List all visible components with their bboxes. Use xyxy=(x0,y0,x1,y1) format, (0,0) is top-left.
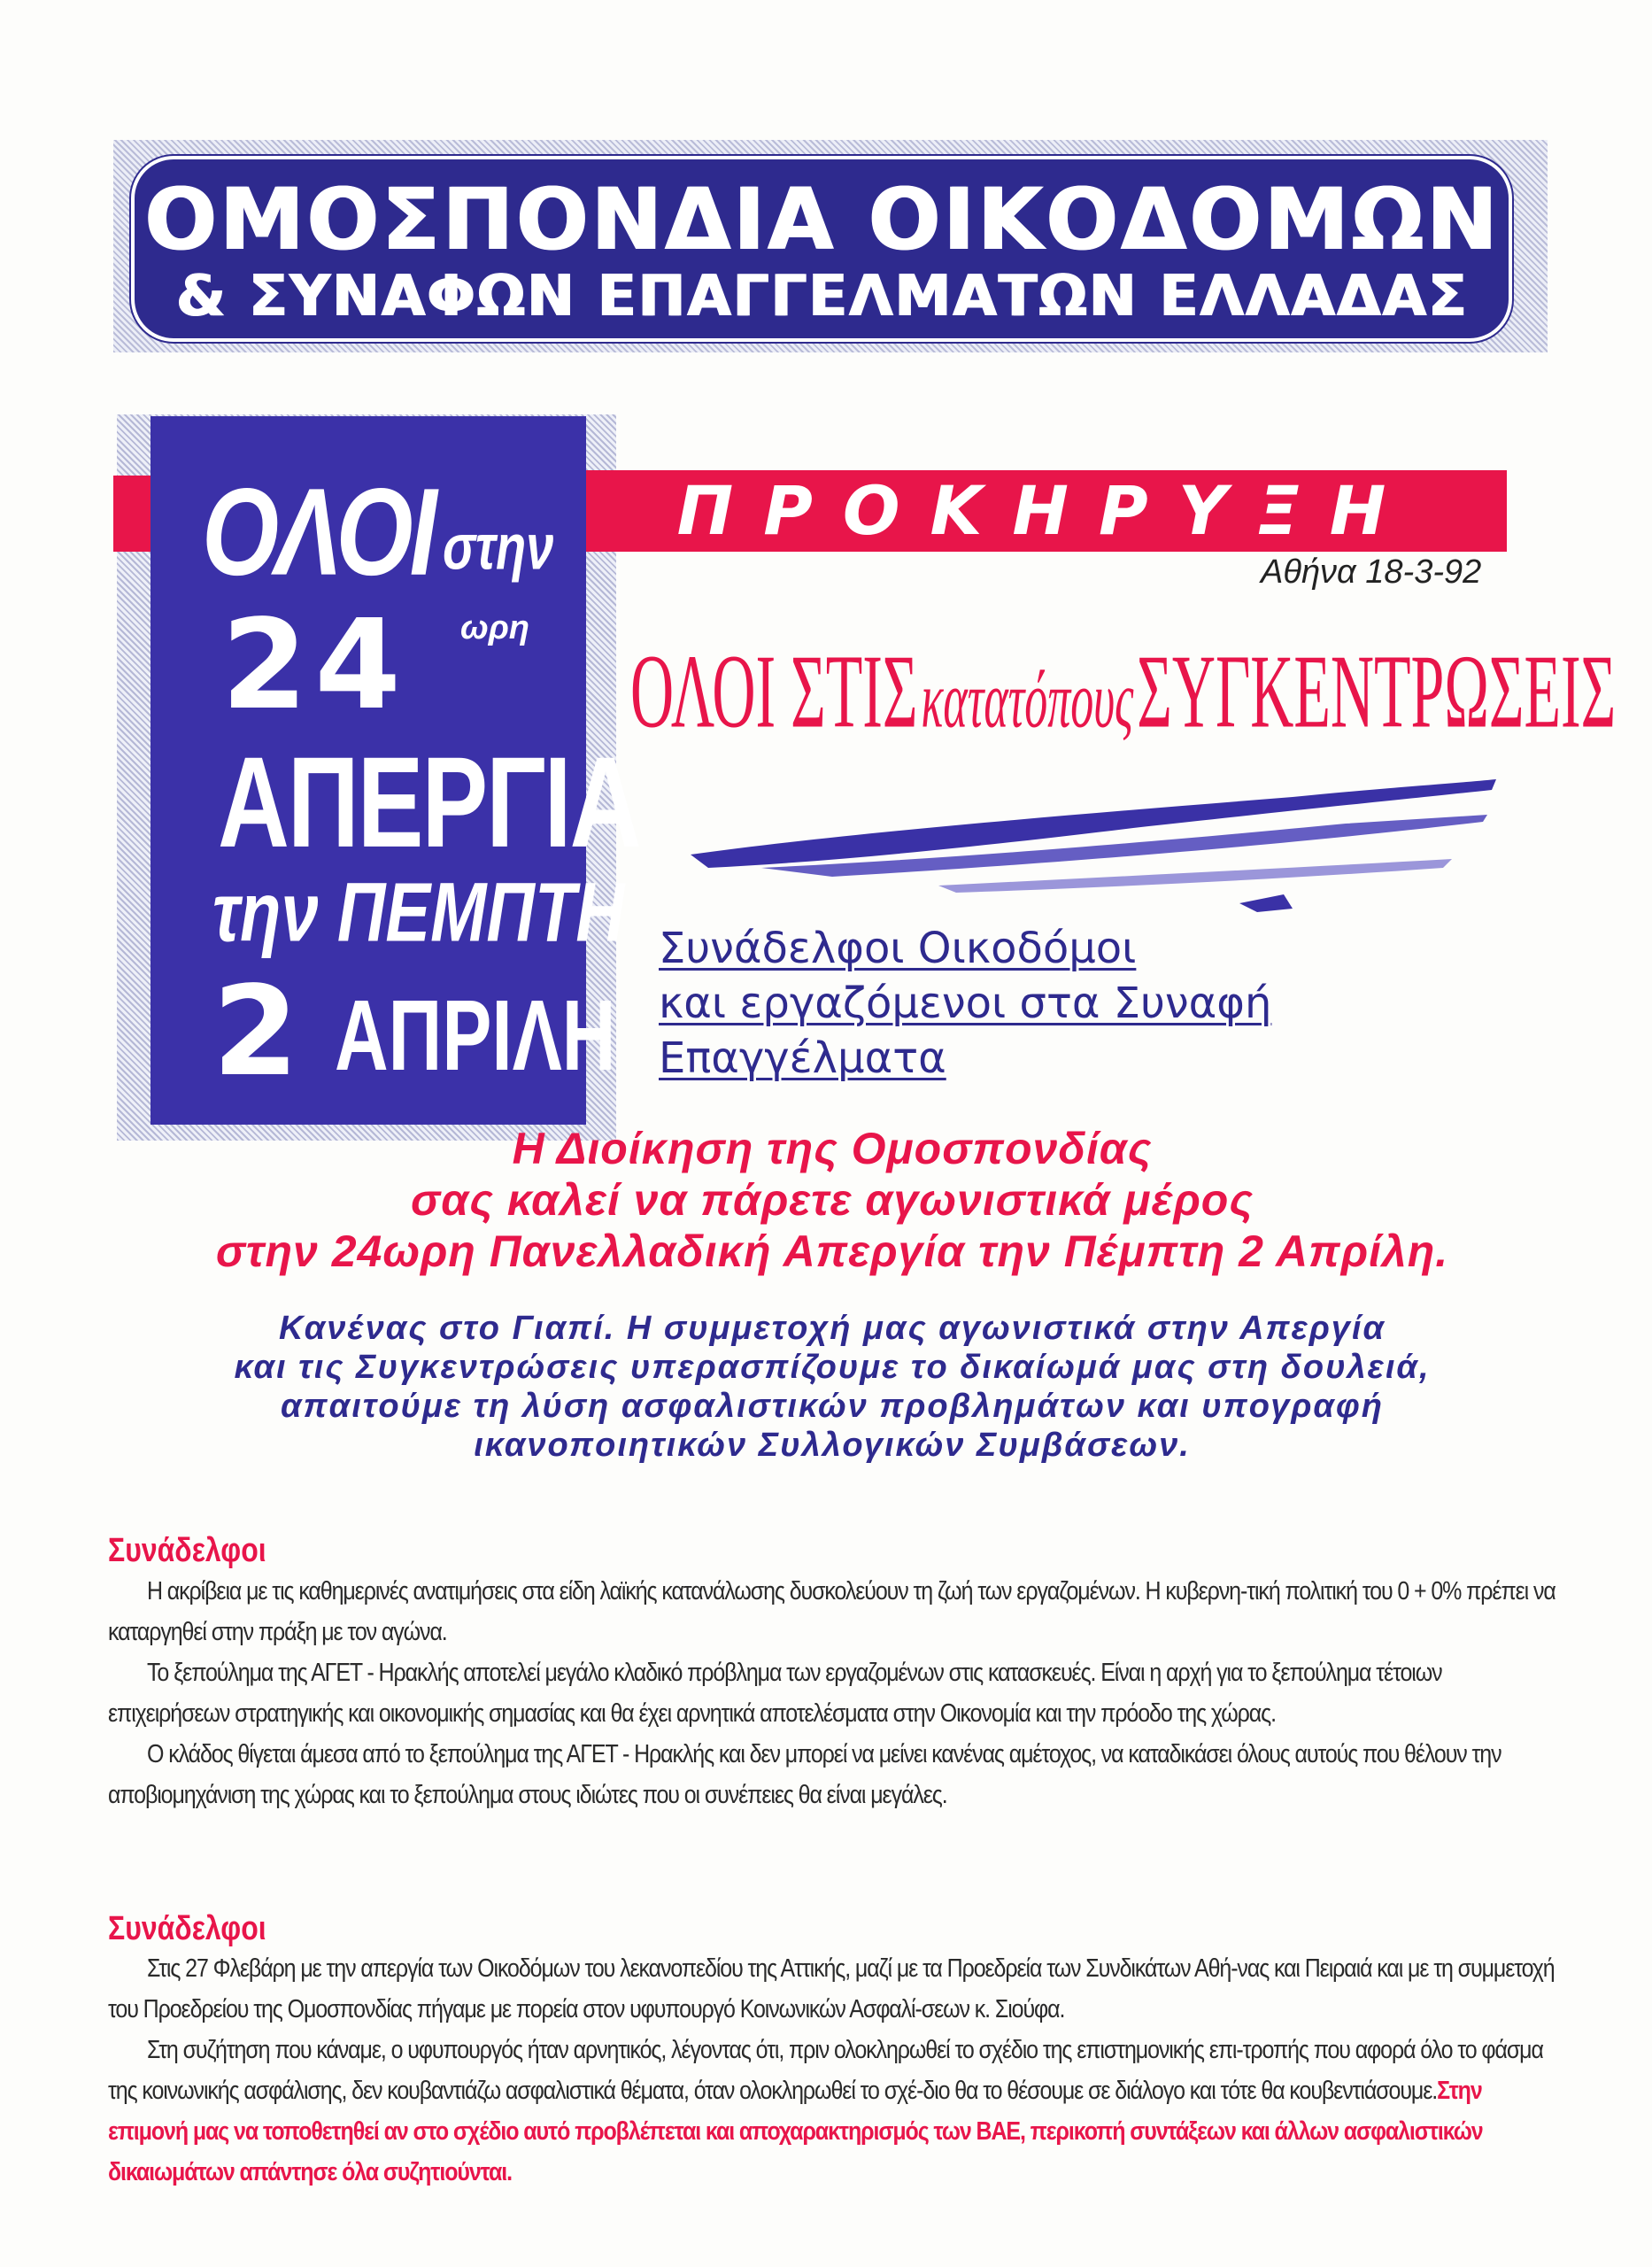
section1-p3: Ο κλάδος θίγεται άμεσα από το ξεπούλημα της ΑΓΕΤ - Ηρακλής και δεν μπορεί να μείνει κανένας αμέτοχος, να καταδικάσει όλους αυτούς που θέλουν την αποβιομηχάνιση της χώρας και το ξεπούλημα στους ιδιώτες που οι συνέπειες θα είναι μεγάλες. xyxy=(108,1739,1501,1810)
demands-line2: και τις Συγκεντρώσεις υπερασπίζουμε το δικαίωμά μας στη δουλειά, xyxy=(234,1349,1431,1386)
section1-body xyxy=(108,1571,1563,1815)
strike-in: στην xyxy=(443,510,554,584)
section2-body xyxy=(108,1948,1563,2193)
federation-name: ΟΜΟΣΠΟΝΔΙΑ ΟΙΚΟΔΟΜΩΝ xyxy=(143,170,1500,269)
strike-word: ΑΠΕΡΓΙΑ xyxy=(218,730,640,875)
federation-subtitle: & ΣΥΝΑΦΩΝ ΕΠΑΓΓΕΛΜΑΤΩΝ ΕΛΛΑΔΑΣ xyxy=(175,264,1468,329)
greeting-line2: και εργαζόμενοι στα Συναφή xyxy=(659,979,1272,1028)
greeting-line3: Επαγγέλματα xyxy=(659,1033,946,1083)
demands-line4: ικανοποιητικών Συλλογικών Συμβάσεων. xyxy=(474,1427,1191,1464)
call-line2: σας καλεί να πάρετε αγωνιστικά μέρος xyxy=(411,1175,1254,1225)
headline-part1: ΟΛΟΙ ΣΤΙΣ xyxy=(630,631,918,750)
demands-line3: απαιτούμε τη λύση ασφαλιστικών προβλημάτων και υπογραφή xyxy=(281,1388,1384,1425)
red-tab-left xyxy=(113,476,151,552)
strike-hour-suffix: ωρη xyxy=(460,609,529,646)
greeting xyxy=(659,921,1271,1086)
header-banner xyxy=(131,156,1512,342)
document-date: Αθήνα 18-3-92 xyxy=(1261,553,1482,591)
headline-part2: κατατόπους xyxy=(921,656,1134,746)
headline-part3: ΣΥΓΚΕΝΤΡΩΣΕΙΣ xyxy=(1137,631,1617,750)
section2-p2: Στη συζήτηση που κάναμε, ο υφυπουργός ήταν αρνητικός, λέγοντας ότι, πριν ολοκληρωθεί το σχέδιο της επιστημονικής επι-τροπής που αφορά όλο το φάσμα της κοινωνικής ασφάλισης, δεν κουβαντιάζω ασφαλιστικά θέματα, όταν ολοκληρωθεί το σχέ-διο θα το θέσουμε σε διάλογο και τότε θα κουβεντιάσουμε. xyxy=(108,2035,1543,2106)
strike-day: την ΠΕΜΠΤΗ xyxy=(212,865,625,960)
strike-date-number: 2 xyxy=(212,960,299,1104)
demands-line1: Κανένας στο Γιαπί. Η συμμετοχή μας αγωνιστικά στην Απεργία xyxy=(278,1310,1386,1347)
proclamation-title: ΠΡΟΚΗΡΥΞΗ xyxy=(586,470,1507,552)
call-line1: Η Διοίκηση της Ομοσπονδίας xyxy=(512,1124,1153,1173)
section1-heading: Συνάδελφοι xyxy=(108,1530,266,1569)
call-line3: στην 24ωρη Πανελλαδική Απεργία την Πέμπτη 2 Απρίλη. xyxy=(215,1226,1449,1276)
strike-hours: 24 xyxy=(221,593,408,738)
strike-all: ΟΛΟΙ xyxy=(202,462,434,601)
demands xyxy=(168,1309,1496,1465)
greeting-line1: Συνάδελφοι Οικοδόμοι xyxy=(659,924,1137,973)
brush-stroke xyxy=(673,735,1505,912)
section1-p2: Το ξεπούλημα της ΑΓΕΤ - Ηρακλής αποτελεί μεγάλο κλαδικό πρόβλημα των εργαζομένων στις κατασκευές. Είναι η αρχή για το ξεπούλημα τέτοιων επιχειρήσεων στρατηγικής και οικονομικής σημασίας και θα έχει αρνητικά αποτελέσματα στην Οικονομία και την πρόοδο της χώρας. xyxy=(108,1658,1442,1729)
section2-p1: Στις 27 Φλεβάρη με την απεργία των Οικοδόμων του λεκανοπεδίου της Αττικής, μαζί με τα Προεδρεία των Συνδικάτων Αθή-νας και Πειραιά και με τη συμμετοχή του Προεδρείου της Ομοσπονδίας πήγαμε με πορεία στον υφυπουργό Κοινωνικών Ασφαλί-σεων κ. Σιούφα. xyxy=(108,1954,1555,2024)
section2-heading: Συνάδελφοι xyxy=(108,1908,266,1947)
section1-p1: Η ακρίβεια με τις καθημερινές ανατιμήσεις στα είδη λαϊκής κατανάλωσης δυσκολεύουν τη ζωή των εργαζομένων. Η κυβερνη-τική πολιτική του 0 + 0% πρέπει να καταργηθεί στην πράξη με τον αγώνα. xyxy=(108,1576,1556,1647)
call-to-strike xyxy=(133,1123,1532,1277)
section2-p2-emphasis: Στην επιμονή μας να τοποθετηθεί αν στο σχέδιο αυτό προβλέπεται και αποχαρακτηρισμός των ΒΑΕ, περικοπή συντάξεων και άλλων ασφαλιστικών δικαιωμάτων απάντησε όλα συζητιούνται. xyxy=(108,2076,1483,2187)
strike-month: ΑΠΡΙΛΗ xyxy=(335,979,616,1092)
